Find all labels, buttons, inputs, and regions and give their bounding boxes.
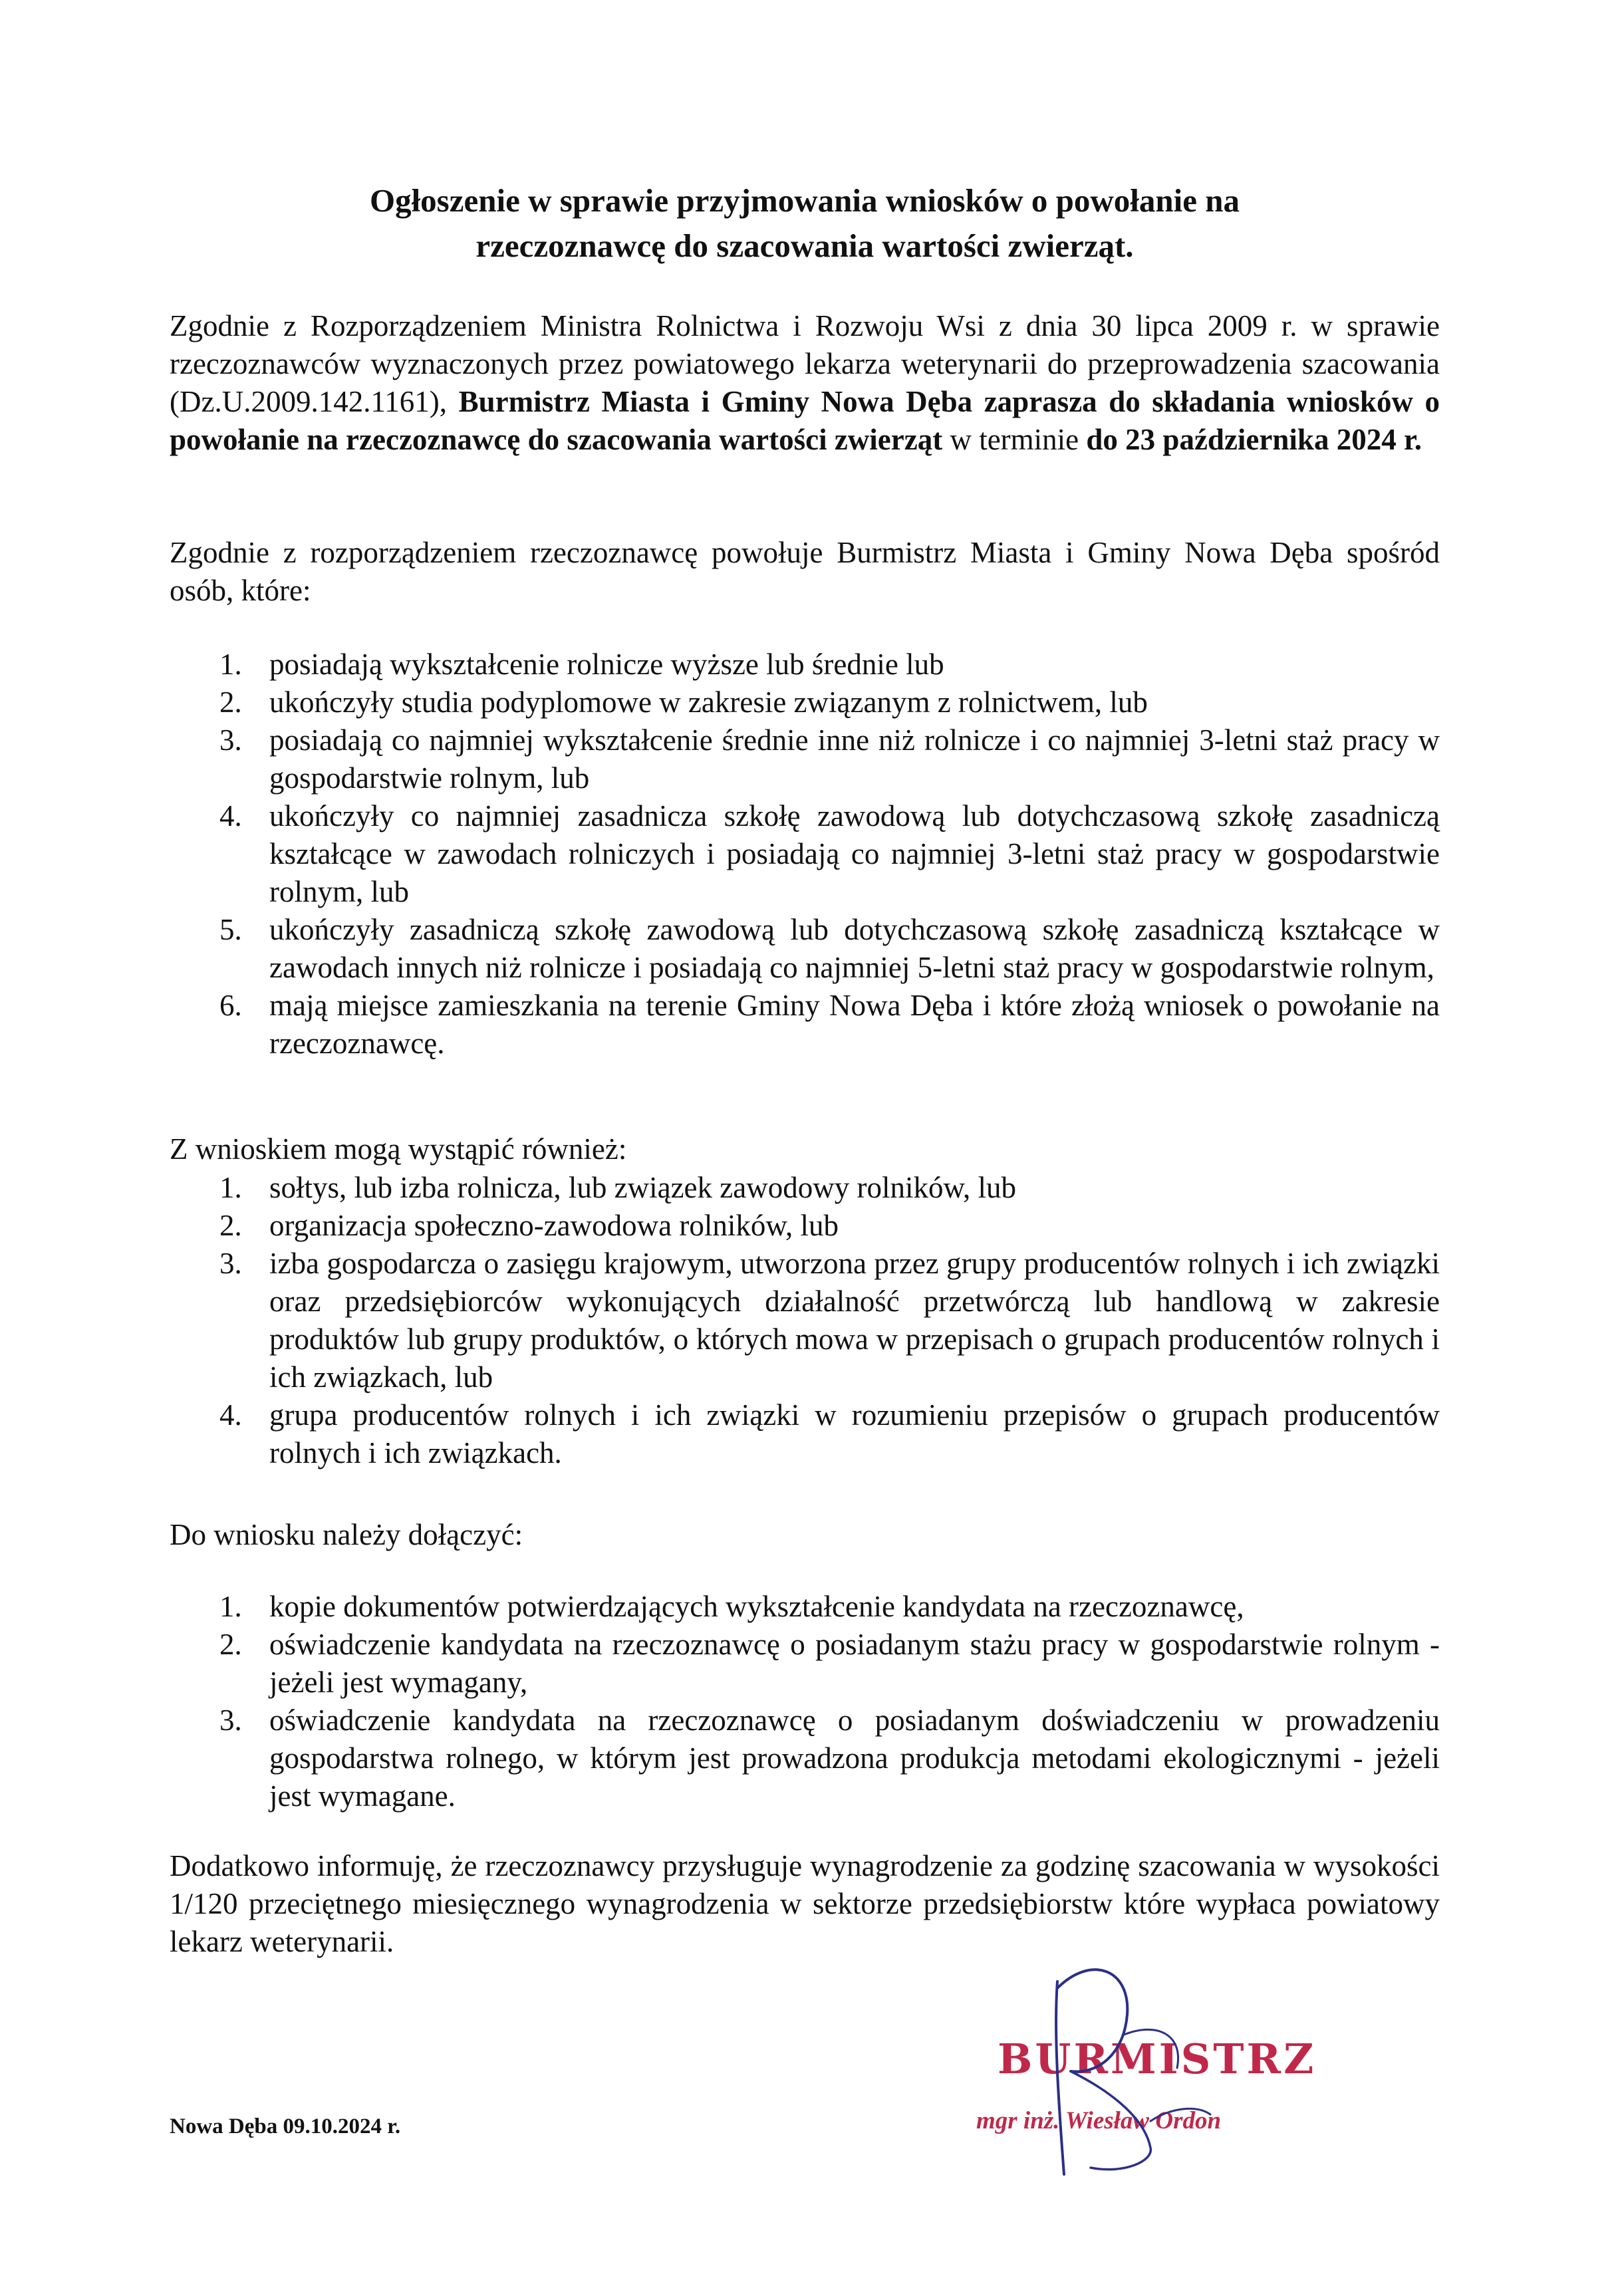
list-item-text: posiadają wykształcenie rolnicze wyższe lub średnie lub: [269, 648, 944, 681]
stamp-subtitle: mgr inż. Wiesław Ordon: [976, 2107, 1222, 2134]
list-item-number: 2.: [219, 1628, 242, 1661]
list-item-text: oświadczenie kandydata na rzeczoznawcę o posiadanym doświadczeniu w prowadzeniu gospodarstwa rolnego, w którym jest prowadzona produkcja metodami ekologicznymi - jeżeli jest wymagane.: [269, 1704, 1440, 1813]
intro-text: Zgodnie z Rozporządzeniem Ministra Rolnictwa i Rozwoju Wsi z dnia 30 lipca 2009 r. w sprawie rzeczoznawców wyznaczonych przez powiatowego lekarza weterynarii do przeprowadzenia szacowania (Dz.U.2009.142.1161),: [170, 309, 1440, 418]
list-item: [170, 721, 1440, 797]
list-item: [170, 1588, 1440, 1626]
handwritten-signature: [958, 1955, 1317, 2181]
list-item-text: izba gospodarcza o zasięgu krajowym, utworzona przez grupy producentów rolnych i ich związki oraz przedsiębiorców wykonujących działalność przetwórczą lub handlową w zakresie produktów lub grupy produktów, o których mowa w przepisach o grupach producentów rolnych i ich związkach, lub: [269, 1247, 1440, 1394]
place-date: Nowa Dęba 09.10.2024 r.: [170, 2114, 401, 2138]
intro-bold-invitation: Burmistrz Miasta i Gminy Nowa Dęba zaprasza do składania wniosków o powołanie na rzeczoznawcę do szacowania wartości zwierząt: [170, 385, 1440, 456]
list-item: [170, 797, 1440, 911]
intro-paragraph: [170, 307, 1440, 459]
list-item-number: 6.: [219, 989, 242, 1022]
list-item-text: ukończyły studia podyplomowe w zakresie związanym z rolnictwem, lub: [269, 686, 1148, 719]
closing-paragraph: Dodatkowo informuję, że rzeczoznawcy przysługuje wynagrodzenie za godzinę szacowania w wysokości 1/120 przeciętnego miesięcznego wynagrodzenia w sektorze przedsiębiorstw które wypłaca powiatowy lekarz weterynarii.: [170, 1849, 1440, 1958]
list-item-text: grupa producentów rolnych i ich związki w rozumieniu przepisów o grupach producentów rolnych i ich związkach.: [269, 1398, 1440, 1469]
list-item-number: 3.: [219, 1247, 242, 1280]
applicants-intro: Z wnioskiem mogą wystąpić również:: [170, 1132, 627, 1166]
list-item: [170, 684, 1440, 721]
eligibility-intro: Zgodnie z rozporządzeniem rzeczoznawcę powołuje Burmistrz Miasta i Gminy Nowa Dęba spośród osób, które:: [170, 536, 1440, 607]
list-item-number: 2.: [219, 686, 242, 719]
mayor-stamp: [958, 1955, 1317, 2181]
list-item: [170, 1396, 1440, 1472]
attachments-list: [170, 1588, 1440, 1815]
list-item: [170, 1169, 1440, 1207]
list-item: [170, 911, 1440, 987]
list-item: [170, 1702, 1440, 1815]
list-item-text: mają miejsce zamieszkania na terenie Gminy Nowa Dęba i które złożą wniosek o powołanie na rzeczoznawcę.: [269, 989, 1440, 1060]
list-item-text: posiadają co najmniej wykształcenie średnie inne niż rolnicze i co najmniej 3-letni staż pracy w gospodarstwie rolnym, lub: [269, 723, 1440, 795]
list-item-number: 4.: [219, 1398, 242, 1432]
list-item-text: ukończyły zasadniczą szkołę zawodową lub dotychczasową szkołę zasadniczą kształcące w zawodach innych niż rolnicze i posiadają co najmniej 5-letni staż pracy w gospodarstwie rolnym,: [269, 913, 1440, 984]
list-item: [170, 1207, 1440, 1245]
list-item: [170, 1245, 1440, 1396]
list-item-number: 1.: [219, 1171, 242, 1204]
title-line-2: rzeczoznawcę do szacowania wartości zwierząt.: [475, 227, 1134, 264]
intro-deadline: do 23 października 2024 r.: [1086, 423, 1422, 456]
list-item: [170, 1626, 1440, 1702]
list-item-number: 1.: [219, 1590, 242, 1623]
list-item: [170, 646, 1440, 684]
intro-text-2: w terminie: [942, 423, 1087, 456]
list-item-text: kopie dokumentów potwierdzających wykształcenie kandydata na rzeczoznawcę,: [269, 1590, 1244, 1623]
list-item-number: 1.: [219, 648, 242, 681]
list-item-number: 3.: [219, 1704, 242, 1737]
attachments-intro: Do wniosku należy dołączyć:: [170, 1518, 523, 1551]
list-item-number: 5.: [219, 913, 242, 946]
list-item: [170, 987, 1440, 1063]
list-item-number: 4.: [219, 799, 242, 832]
list-item-text: oświadczenie kandydata na rzeczoznawcę o posiadanym stażu pracy w gospodarstwie rolnym - jeżeli jest wymagany,: [269, 1628, 1440, 1699]
list-item-text: sołtys, lub izba rolnicza, lub związek zawodowy rolników, lub: [269, 1171, 1017, 1204]
applicants-list: [170, 1169, 1440, 1472]
list-item-number: 3.: [219, 723, 242, 757]
document-title: [160, 178, 1450, 269]
list-item-text: organizacja społeczno-zawodowa rolników, lub: [269, 1209, 839, 1242]
eligibility-list: [170, 646, 1440, 1063]
stamp-title: BURMISTRZ: [998, 2035, 1317, 2083]
title-line-1: Ogłoszenie w sprawie przyjmowania wniosków o powołanie na: [369, 182, 1240, 219]
list-item-number: 2.: [219, 1209, 242, 1242]
list-item-text: ukończyły co najmniej zasadnicza szkołę zawodową lub dotychczasową szkołę zasadniczą kształcące w zawodach rolniczych i posiadają co najmniej 3-letni staż pracy w gospodarstwie rolnym, lub: [269, 799, 1440, 908]
